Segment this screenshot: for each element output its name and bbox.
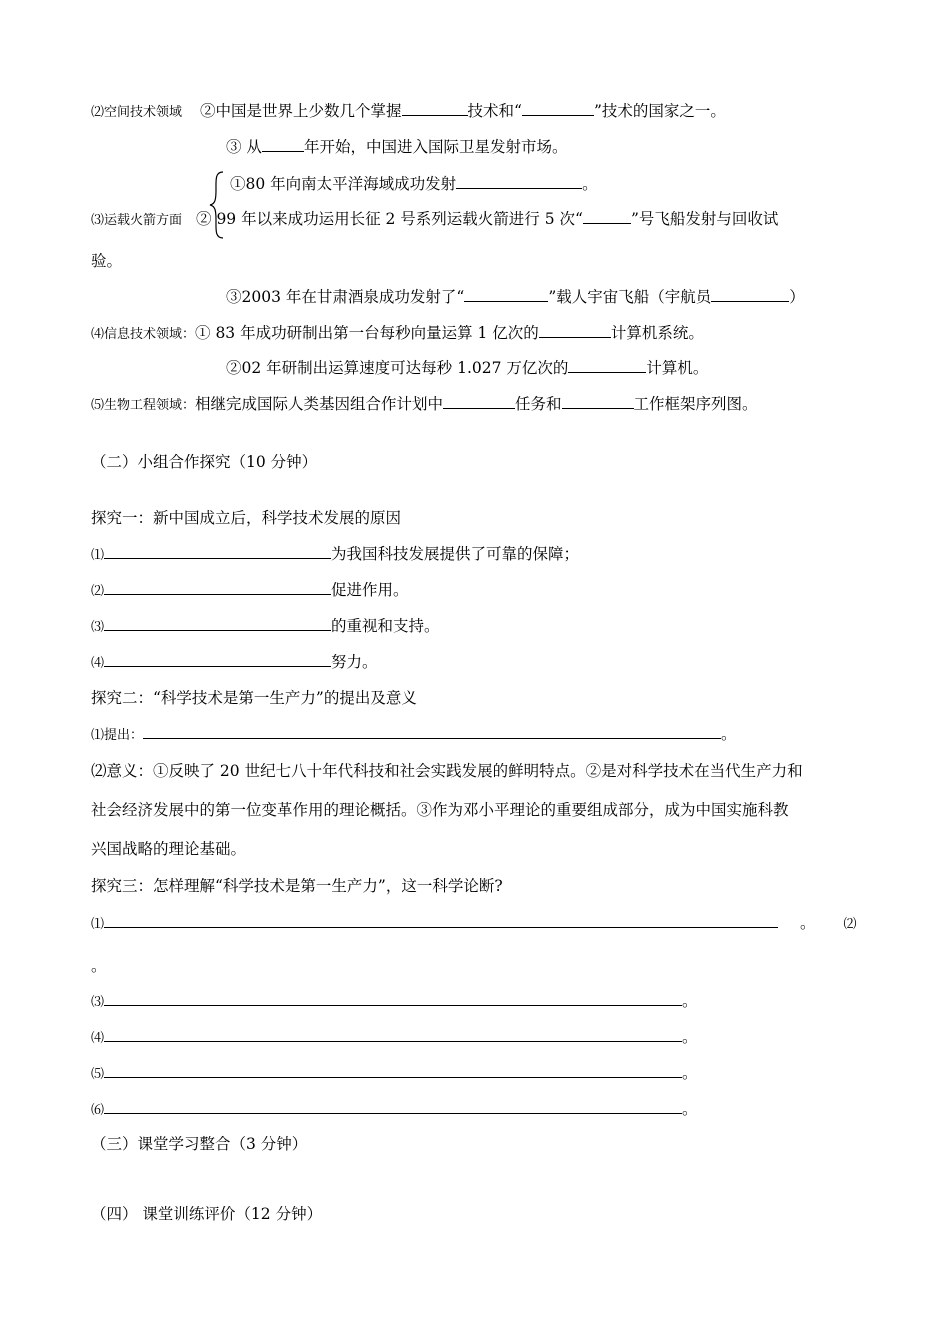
blank-field[interactable] xyxy=(104,544,331,559)
item-number: ⑹ xyxy=(91,1103,105,1118)
blank-field[interactable] xyxy=(402,101,468,116)
blank-field[interactable] xyxy=(104,1027,682,1042)
rocket-label: ⑶运载火箭方面 xyxy=(91,213,183,228)
paragraph-line: 兴国战略的理论基础。 xyxy=(91,840,247,858)
item-end: 。 xyxy=(682,992,698,1010)
info-tech-text-c: ②02 年研制出运算速度可达每秒 1.027 万亿次的 xyxy=(226,359,569,377)
space-tech-label: ⑵空间技术领域 xyxy=(91,105,183,120)
explore-1-title: 探究一：新中国成立后，科学技术发展的原因 xyxy=(91,509,402,527)
blank-field[interactable] xyxy=(104,1099,682,1114)
blank-field[interactable] xyxy=(464,287,548,302)
section-2-title: （二）小组合作探究（10 分钟） xyxy=(91,453,318,471)
rocket-line-1 xyxy=(230,173,598,195)
info-tech-line-1 xyxy=(91,322,704,346)
rocket-line-4 xyxy=(226,286,805,308)
blank-field[interactable] xyxy=(104,580,331,595)
blank-field[interactable] xyxy=(104,991,682,1006)
item-end: 。 xyxy=(682,1064,698,1082)
explore-1-item xyxy=(91,579,409,603)
paragraph-line: 社会经济发展中的第一位变革作用的理论概括。③作为邓小平理论的重要组成部分，成为中国实施科教 xyxy=(91,801,789,819)
section-4-title: （四） 课堂训练评价（12 分钟） xyxy=(91,1205,323,1223)
bio-tech-line xyxy=(91,393,758,417)
space-tech-text-c: ”技术的国家之一。 xyxy=(593,102,726,120)
item-number: ⑷ xyxy=(91,656,105,671)
explore-3-item xyxy=(91,1098,698,1122)
info-tech-label: ⑷信息技术领域： xyxy=(91,327,196,342)
rocket-text-a: ①80 年向南太平洋海域成功发射 xyxy=(230,175,457,193)
info-tech-text-a: ① 83 年成功研制出第一台每秒向量运算 1 亿次的 xyxy=(195,324,539,342)
rocket-text-e: 验。 xyxy=(91,252,123,270)
rocket-text-f: ③2003 年在甘肃酒泉成功发射了“ xyxy=(226,288,465,306)
item-number: ⑶ xyxy=(91,995,105,1010)
explore-3-item xyxy=(91,1062,698,1086)
rocket-text-g: ”载人宇宙飞船（宇航员 xyxy=(548,288,712,306)
explore-2-item xyxy=(91,723,737,747)
item-number: ⑷ xyxy=(91,1031,105,1046)
item-text: 促进作用。 xyxy=(331,581,409,599)
item-text: 的重视和支持。 xyxy=(331,617,440,635)
info-tech-text-d: 计算机。 xyxy=(646,359,709,377)
item-end: 。 xyxy=(721,725,737,743)
explore-3-item xyxy=(91,1026,698,1050)
blank-field[interactable] xyxy=(104,652,331,667)
space-tech-line-2 xyxy=(226,136,567,158)
explore-1-item xyxy=(91,543,579,567)
item-number: ⑵ xyxy=(91,584,105,599)
space-tech-text-e: 年开始，中国进入国际卫星发射市场。 xyxy=(303,138,568,156)
info-tech-line-2 xyxy=(226,357,708,379)
info-tech-text-b: 计算机系统。 xyxy=(610,324,704,342)
explore-3-item xyxy=(91,955,107,977)
space-tech-line-1 xyxy=(91,100,726,124)
blank-field[interactable] xyxy=(143,724,721,739)
explore-3-item xyxy=(91,912,857,936)
item-text: 努力。 xyxy=(331,653,378,671)
rocket-line-2 xyxy=(91,208,778,232)
bio-tech-text-b: 任务和 xyxy=(515,395,562,413)
rocket-text-h: ） xyxy=(789,288,805,306)
blank-field[interactable] xyxy=(583,209,631,224)
item-end: 。 xyxy=(800,914,816,932)
bio-tech-text-a: 相继完成国际人类基因组合作计划中 xyxy=(195,395,444,413)
blank-field[interactable] xyxy=(568,358,646,373)
section-3-title: （三）课堂学习整合（3 分钟） xyxy=(91,1135,308,1153)
space-tech-text-a: ②中国是世界上少数几个掌握 xyxy=(200,102,402,120)
blank-field[interactable] xyxy=(104,616,331,631)
item-number: ⑶ xyxy=(91,620,105,635)
blank-field[interactable] xyxy=(539,323,611,338)
bio-tech-text-c: 工作框架序列图。 xyxy=(633,395,758,413)
item-end: 。 xyxy=(682,1100,698,1118)
explore-2-title: 探究二：“科学技术是第一生产力”的提出及意义 xyxy=(91,689,417,707)
item-number: ⑴ xyxy=(91,917,105,932)
blank-field[interactable] xyxy=(711,287,789,302)
space-tech-text-d: ③ 从 xyxy=(226,138,262,156)
blank-field[interactable] xyxy=(262,137,304,152)
explore-3-item xyxy=(91,990,698,1014)
explore-3-title: 探究三：怎样理解“科学技术是第一生产力”，这一科学论断? xyxy=(91,877,503,895)
explore-1-item xyxy=(91,615,440,639)
rocket-text-d: ”号飞船发射与回收试 xyxy=(630,210,779,228)
rocket-line-3 xyxy=(91,250,122,272)
item-end: 。 xyxy=(682,1028,698,1046)
blank-field[interactable] xyxy=(562,394,634,409)
item-label: ⑴提出： xyxy=(91,728,144,743)
blank-field[interactable] xyxy=(522,101,594,116)
item-end: 。 xyxy=(91,957,107,975)
item-text: 为我国科技发展提供了可靠的保障； xyxy=(331,545,580,563)
space-tech-text-b: 技术和“ xyxy=(467,102,522,120)
blank-field[interactable] xyxy=(443,394,515,409)
item-number: ⑴ xyxy=(91,548,105,563)
rocket-text-b: 。 xyxy=(582,175,598,193)
rocket-text-c: ② 99 年以来成功运用长征 2 号系列运载火箭进行 5 次“ xyxy=(196,210,583,228)
paragraph-line: ⑵意义：①反映了 20 世纪七八十年代科技和社会实践发展的鲜明特点。②是对科学技术在当代生产力和 xyxy=(91,762,803,780)
item-number: ⑸ xyxy=(91,1067,105,1082)
blank-field[interactable] xyxy=(104,913,778,928)
explore-1-item xyxy=(91,651,378,675)
bio-tech-label: ⑸生物工程领域： xyxy=(91,398,196,413)
blank-field[interactable] xyxy=(104,1063,682,1078)
item-number: ⑵ xyxy=(843,917,857,932)
blank-field[interactable] xyxy=(456,174,582,189)
